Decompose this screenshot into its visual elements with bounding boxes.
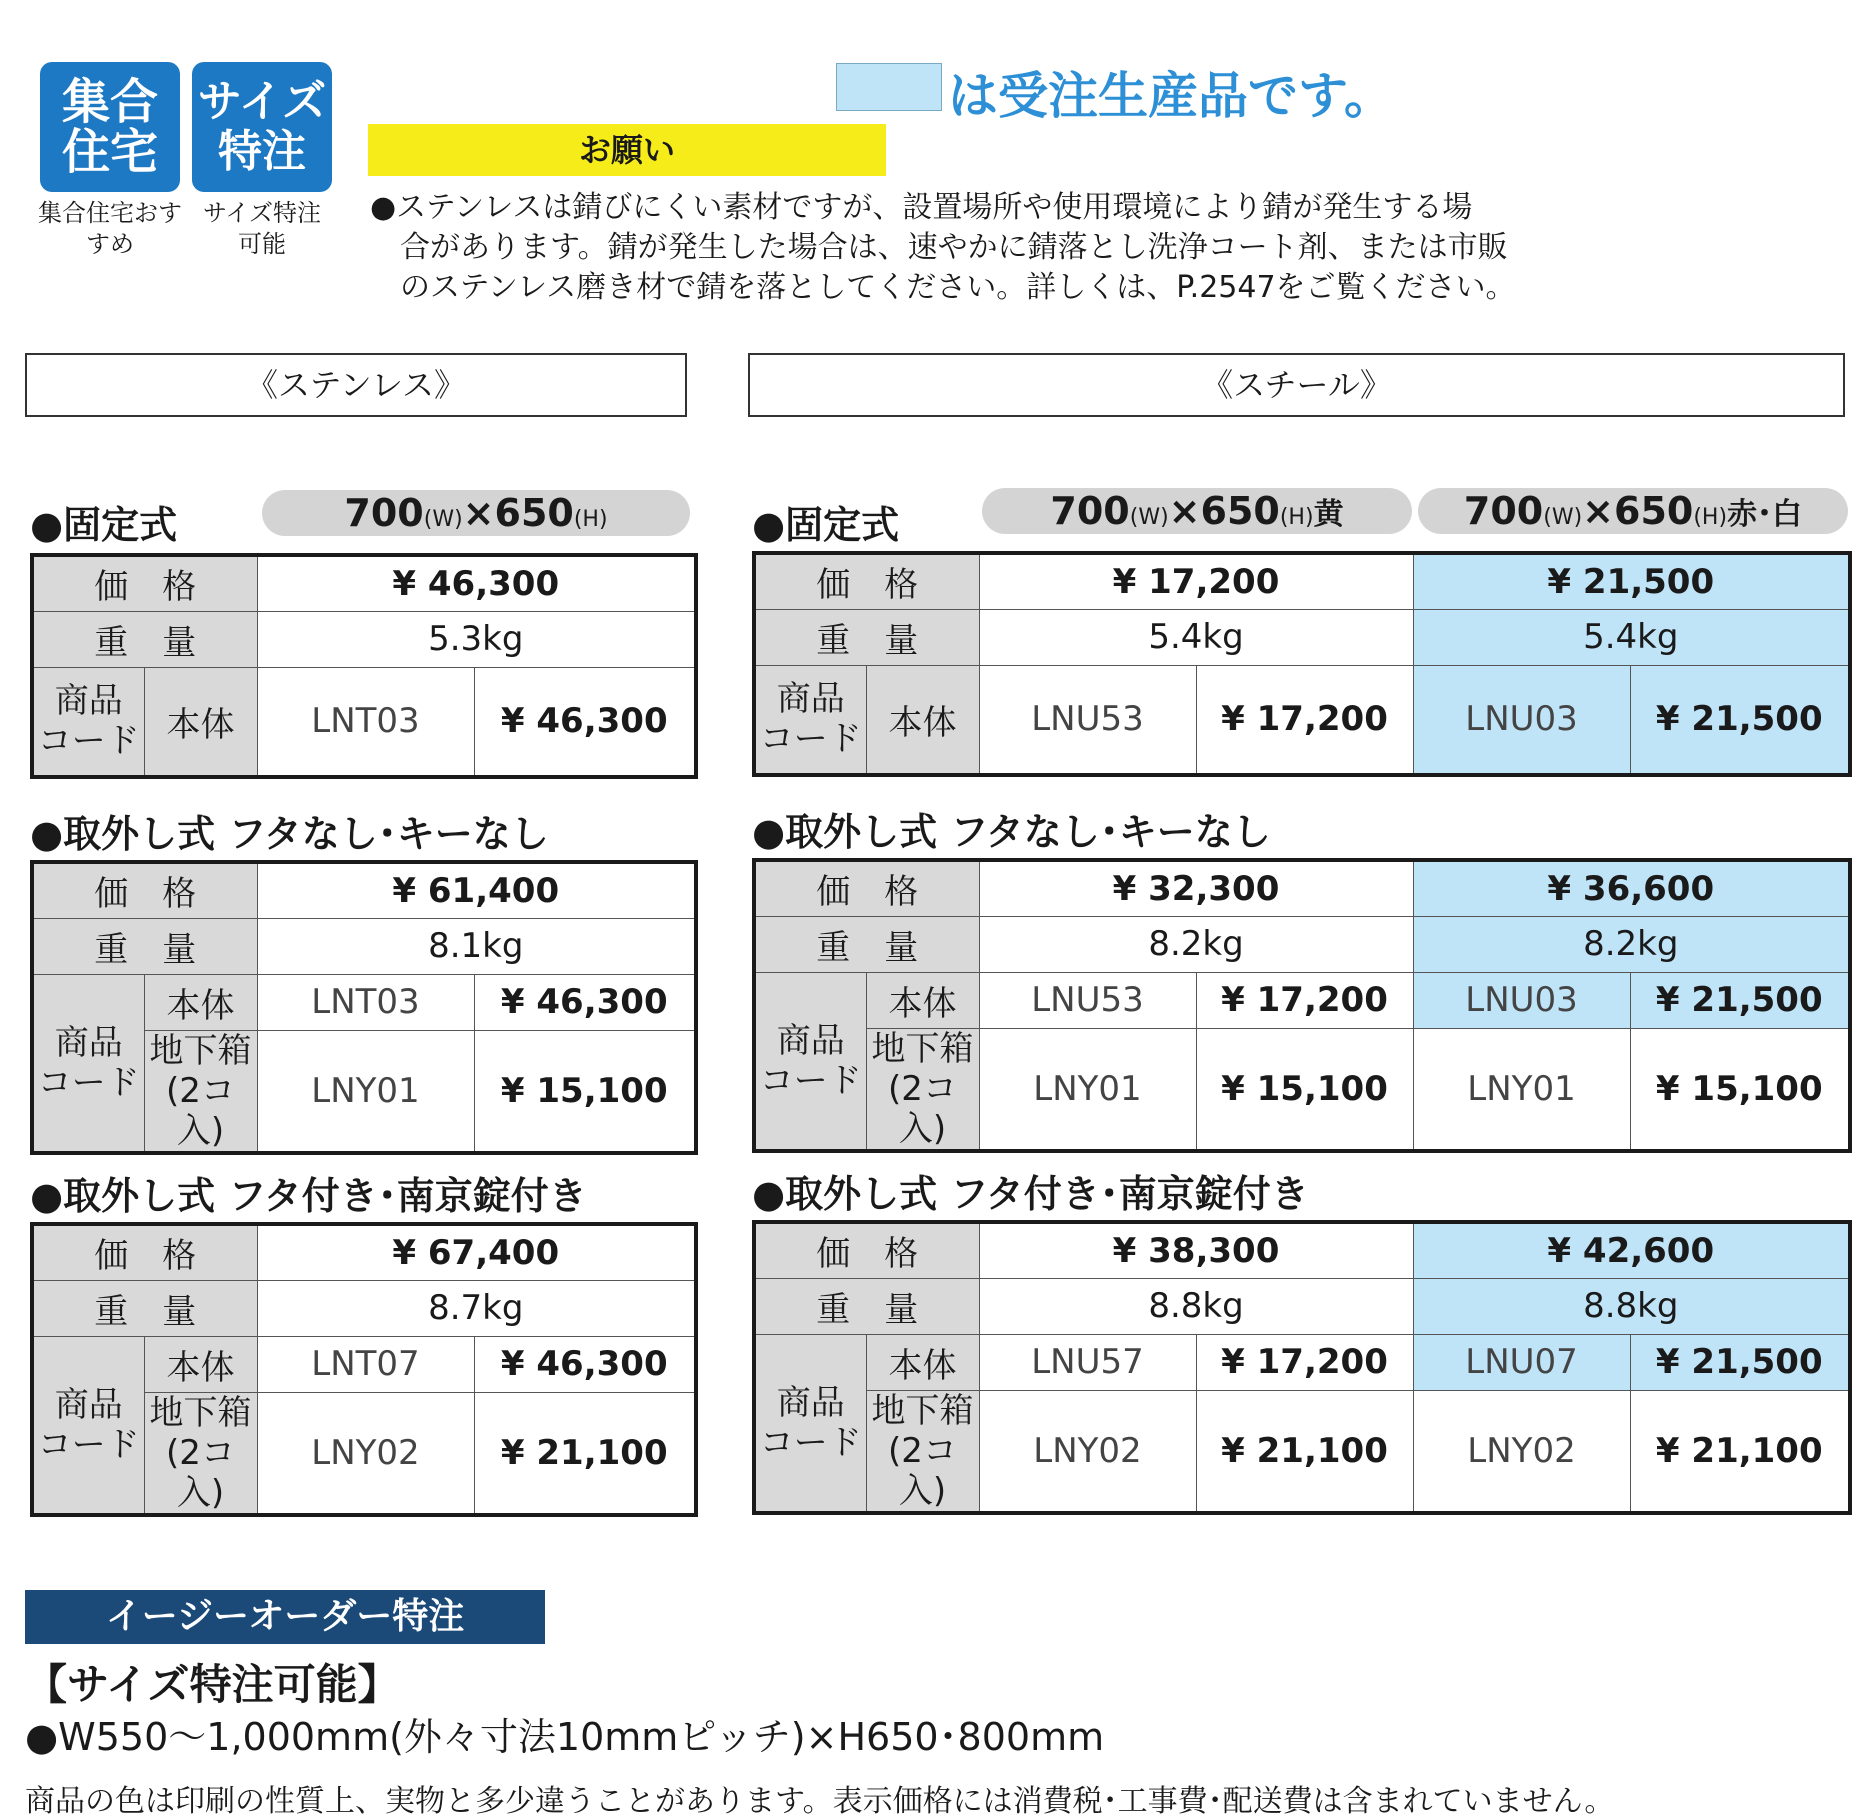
steel-header: 《スチール》 — [748, 353, 1845, 417]
code-label — [754, 1334, 866, 1513]
size-h: 650 — [1614, 489, 1694, 533]
size-x: × — [462, 491, 495, 535]
steel-fixed-title: ●固定式 — [752, 503, 900, 547]
stainless-fixed-table — [30, 553, 698, 779]
body-code-red-white: LNU03 — [1413, 972, 1630, 1028]
body-code-red-white: LNU07 — [1413, 1334, 1630, 1390]
size-order-icon — [192, 62, 332, 192]
body-label: 本体 — [866, 665, 979, 775]
code-label-l2: コード — [37, 1424, 140, 1465]
code-label-l2: コード — [37, 721, 140, 762]
size-x: × — [1168, 489, 1201, 533]
code-label — [32, 1336, 144, 1515]
steel-removable-nolid-title: ●取外し式 フタなし･キーなし — [752, 810, 1271, 854]
body-price: ¥ 46,300 — [474, 1336, 696, 1392]
steel-removable-lid-title: ●取外し式 フタ付き･南京錠付き — [752, 1172, 1309, 1216]
body-price-red-white: ¥ 21,500 — [1630, 665, 1850, 775]
weight-label: 重 量 — [32, 611, 257, 667]
code-label-l1: 商品 — [776, 1020, 845, 1061]
code-label — [754, 972, 866, 1151]
ground-box-label — [144, 1392, 257, 1515]
size-w-unit: (W) — [1129, 505, 1169, 530]
order-legend-swatch — [836, 63, 942, 111]
size-w: 700 — [1050, 489, 1130, 533]
stainless-removable-nolid-table — [30, 860, 698, 1155]
ground-label-l2: (2コ入) — [166, 1070, 235, 1151]
weight-value-yellow: 8.8kg — [979, 1278, 1413, 1334]
code-label-l1: 商品 — [776, 679, 845, 720]
stainless-removable-nolid-title: ●取外し式 フタなし･キーなし — [30, 812, 549, 856]
ground-label-l1: 地下箱 — [871, 1028, 974, 1069]
weight-value-yellow: 5.4kg — [979, 609, 1413, 665]
size-w-unit: (W) — [1543, 505, 1583, 530]
price-value-yellow: ¥ 38,300 — [979, 1222, 1413, 1278]
size-w-unit: (W) — [423, 507, 463, 532]
weight-value-red-white: 5.4kg — [1413, 609, 1850, 665]
ground-label-l1: 地下箱 — [149, 1392, 252, 1433]
steel-fixed-table — [752, 551, 1852, 777]
code-label-l2: コード — [37, 1062, 140, 1103]
ground-label-l2: (2コ入) — [888, 1430, 957, 1511]
weight-value: 5.3kg — [257, 611, 696, 667]
body-label: 本体 — [866, 1334, 979, 1390]
body-code-yellow: LNU57 — [979, 1334, 1196, 1390]
ground-label-l1: 地下箱 — [149, 1030, 252, 1071]
ground-price-yellow: ¥ 15,100 — [1196, 1028, 1413, 1151]
price-value: ¥ 61,400 — [257, 862, 696, 918]
weight-label: 重 量 — [32, 1280, 257, 1336]
body-price: ¥ 46,300 — [474, 974, 696, 1030]
notice-line: 合があります。錆が発生した場合は、速やかに錆落とし洗浄コート剤、または市販 — [370, 230, 1508, 265]
size-range: ●W550～1,000mm(外々寸法10mmピッチ)×H650･800mm — [25, 1715, 1105, 1759]
body-label: 本体 — [144, 667, 257, 777]
body-label: 本体 — [144, 974, 257, 1030]
ground-label-l2: (2コ入) — [888, 1068, 957, 1149]
size-w: 700 — [344, 491, 424, 535]
ground-box-label — [866, 1028, 979, 1151]
ground-price-yellow: ¥ 21,100 — [1196, 1390, 1413, 1513]
steel-removable-nolid-table — [752, 858, 1852, 1153]
code-label-l1: 商品 — [776, 1382, 845, 1423]
code-label — [32, 974, 144, 1153]
body-code-yellow: LNU53 — [979, 972, 1196, 1028]
weight-value-yellow: 8.2kg — [979, 916, 1413, 972]
stainless-removable-lid-table — [30, 1222, 698, 1517]
body-code: LNT03 — [257, 974, 474, 1030]
size-h-unit: (H) — [573, 507, 608, 532]
ground-box-label — [144, 1030, 257, 1153]
code-label-l2: コード — [759, 719, 862, 760]
stainless-size-pill — [262, 490, 690, 536]
stainless-header: 《ステンレス》 — [25, 353, 687, 417]
body-code: LNT03 — [257, 667, 474, 777]
code-label-l1: 商品 — [54, 681, 123, 722]
code-label-l1: 商品 — [54, 1384, 123, 1425]
onegai-notice — [370, 188, 1516, 308]
steel-size-pill-yellow — [982, 488, 1412, 534]
weight-value-red-white: 8.2kg — [1413, 916, 1850, 972]
color-tag: 赤･白 — [1727, 497, 1803, 532]
body-price-yellow: ¥ 17,200 — [1196, 665, 1413, 775]
ground-price-red-white: ¥ 21,100 — [1630, 1390, 1850, 1513]
code-label — [754, 665, 866, 775]
steel-removable-lid-table — [752, 1220, 1852, 1515]
footnote: 商品の色は印刷の性質上、実物と多少違うことがあります。表示価格には消費税･工事費･配送費は含まれていません。 — [25, 1784, 1615, 1819]
notice-line: ●ステンレスは錆びにくい素材ですが、設置場所や使用環境により錆が発生する場 — [370, 190, 1473, 225]
price-value-red-white: ¥ 36,600 — [1413, 860, 1850, 916]
price-value-yellow: ¥ 32,300 — [979, 860, 1413, 916]
weight-value: 8.1kg — [257, 918, 696, 974]
weight-value: 8.7kg — [257, 1280, 696, 1336]
body-price: ¥ 46,300 — [474, 667, 696, 777]
weight-value-red-white: 8.8kg — [1413, 1278, 1850, 1334]
ground-code: LNY02 — [257, 1392, 474, 1515]
notice-line: のステンレス磨き材で錆を落としてください。詳しくは、P.2547をご覧ください。 — [370, 270, 1516, 305]
code-label-l1: 商品 — [54, 1022, 123, 1063]
size-h: 650 — [1200, 489, 1280, 533]
shugo-caption: 集合住宅おすすめ — [38, 199, 182, 258]
body-code-yellow: LNU53 — [979, 665, 1196, 775]
shugo-icon-line2: 住宅 — [61, 124, 158, 180]
onegai-heading: お願い — [368, 124, 886, 176]
body-label: 本体 — [866, 972, 979, 1028]
ground-code-yellow: LNY01 — [979, 1028, 1196, 1151]
body-price-red-white: ¥ 21,500 — [1630, 972, 1850, 1028]
size-caption-line1: サイズ特注 — [202, 199, 322, 227]
shugo-jutaku-icon — [40, 62, 180, 192]
ground-label-l1: 地下箱 — [871, 1390, 974, 1431]
stainless-removable-lid-title: ●取外し式 フタ付き･南京錠付き — [30, 1174, 587, 1218]
price-label: 価 格 — [754, 553, 979, 609]
price-label: 価 格 — [32, 862, 257, 918]
ground-price-red-white: ¥ 15,100 — [1630, 1028, 1850, 1151]
body-price-yellow: ¥ 17,200 — [1196, 972, 1413, 1028]
price-label: 価 格 — [754, 860, 979, 916]
price-value-red-white: ¥ 21,500 — [1413, 553, 1850, 609]
size-caption-line2: 可能 — [238, 230, 286, 258]
price-label: 価 格 — [32, 555, 257, 611]
code-label-l2: コード — [759, 1060, 862, 1101]
price-label: 価 格 — [32, 1224, 257, 1280]
ground-box-label — [866, 1390, 979, 1513]
size-icon-line2: 特注 — [217, 126, 306, 177]
ground-code: LNY01 — [257, 1030, 474, 1153]
ground-code-yellow: LNY02 — [979, 1390, 1196, 1513]
stainless-fixed-title: ●固定式 — [30, 503, 178, 547]
size-x: × — [1582, 489, 1615, 533]
body-price-red-white: ¥ 21,500 — [1630, 1334, 1850, 1390]
size-icon-line1: サイズ — [197, 76, 327, 127]
weight-label: 重 量 — [754, 916, 979, 972]
size-h-unit: (H) — [1693, 505, 1728, 530]
size-order-available: 【サイズ特注可能】 — [25, 1660, 400, 1709]
price-label: 価 格 — [754, 1222, 979, 1278]
ground-label-l2: (2コ入) — [166, 1432, 235, 1513]
code-label-l2: コード — [759, 1422, 862, 1463]
body-code: LNT07 — [257, 1336, 474, 1392]
body-label: 本体 — [144, 1336, 257, 1392]
size-caption — [192, 198, 332, 260]
ground-code-red-white: LNY01 — [1413, 1028, 1630, 1151]
price-value: ¥ 67,400 — [257, 1224, 696, 1280]
ground-price: ¥ 21,100 — [474, 1392, 696, 1515]
body-price-yellow: ¥ 17,200 — [1196, 1334, 1413, 1390]
weight-label: 重 量 — [754, 609, 979, 665]
weight-label: 重 量 — [754, 1278, 979, 1334]
price-value-yellow: ¥ 17,200 — [979, 553, 1413, 609]
size-w: 700 — [1463, 489, 1544, 533]
size-h-unit: (H) — [1279, 505, 1314, 530]
color-tag: 黄 — [1313, 497, 1344, 532]
size-h: 650 — [494, 491, 574, 535]
ground-price: ¥ 15,100 — [474, 1030, 696, 1153]
easy-order-banner: イージーオーダー特注 — [25, 1590, 545, 1644]
ground-code-red-white: LNY02 — [1413, 1390, 1630, 1513]
price-value: ¥ 46,300 — [257, 555, 696, 611]
price-value-red-white: ¥ 42,600 — [1413, 1222, 1850, 1278]
shugo-icon-line1: 集合 — [61, 74, 158, 130]
weight-label: 重 量 — [32, 918, 257, 974]
order-legend-text: は受注生産品です。 — [948, 67, 1394, 125]
body-code-red-white: LNU03 — [1413, 665, 1630, 775]
code-label — [32, 667, 144, 777]
steel-size-pill-red-white — [1418, 488, 1848, 534]
